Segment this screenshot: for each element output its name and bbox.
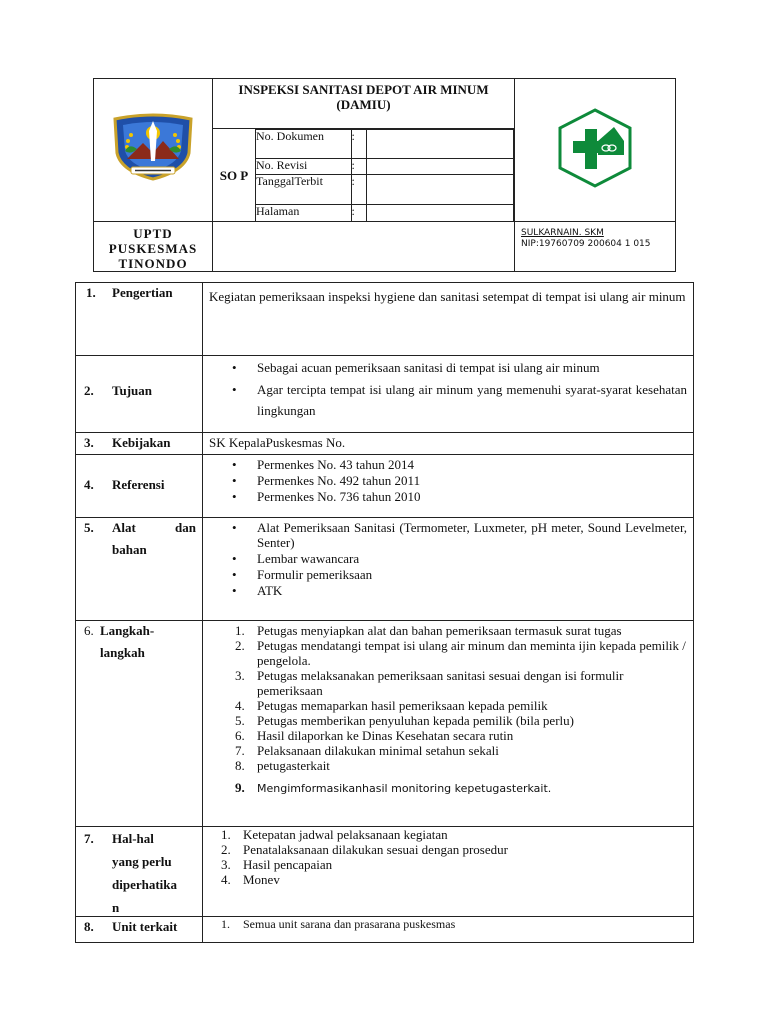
item-number: 4.: [221, 872, 231, 887]
section-row-kebijakan: [76, 433, 694, 455]
list-item: [235, 668, 687, 698]
signer-name: SULKARNAIN. SKM: [521, 228, 604, 238]
section-label-dan: dan: [175, 520, 196, 535]
alat-list: [203, 518, 694, 621]
list-item: • Alat Pemeriksaan Sanitasi (Termometer, Luxmeter, pH meter, Sound Levelmeter, Senter): [257, 520, 687, 550]
item-text: Petugas mendatangi tempat isi ulang air minum dan meminta ijin kepada pemilik / pengelola.: [257, 638, 686, 668]
item-number: 1.: [235, 623, 245, 638]
section-number: 1.: [86, 285, 96, 300]
section-label-c: diperhatika: [112, 877, 178, 892]
meta-colon: :: [351, 175, 366, 205]
kebijakan-text: SK KepalaPuskesmas No.: [203, 433, 694, 455]
section-number: 7.: [84, 831, 94, 846]
section-label-a: Hal-hal: [112, 831, 154, 846]
item-text: Ketepatan jadwal pelaksanaan kegiatan: [243, 827, 448, 842]
section-label-langkah-a: Langkah-: [100, 623, 155, 638]
item-number: 8.: [235, 758, 245, 773]
item-number: 3.: [221, 857, 231, 872]
section-row-langkah: [76, 621, 694, 827]
list-item: [221, 917, 687, 932]
section-label: Tujuan: [112, 383, 152, 398]
sop-header-table: [93, 78, 676, 272]
list-item: [235, 638, 687, 668]
list-item: [235, 698, 687, 713]
item-number: 9.: [235, 780, 245, 795]
item-text: Monev: [243, 872, 280, 887]
list-item: • ATK: [257, 583, 687, 598]
list-item: • Permenkes No. 43 tahun 2014: [257, 457, 687, 472]
item-text: Petugas menyiapkan alat dan bahan pemeriksaan termasuk surat tugas: [257, 623, 622, 638]
list-item: • Permenkes No. 492 tahun 2011: [257, 473, 687, 488]
section-number: 6.: [84, 623, 94, 638]
list-item: [235, 758, 687, 773]
list-item: • Agar tercipta tempat isi ulang air minum yang memenuhi syarat-syarat kesehatan lingkungan: [257, 379, 687, 421]
sop-body-table: [75, 282, 694, 943]
section-label: Pengertian: [112, 285, 173, 300]
item-number: 4.: [235, 698, 245, 713]
item-number: 2.: [221, 842, 231, 857]
section-label-alat: Alat: [112, 520, 136, 535]
meta-value-no-revisi: [366, 159, 514, 175]
regency-emblem-icon: [107, 113, 199, 183]
referensi-list: [203, 455, 694, 518]
section-number: 2.: [84, 383, 94, 398]
meta-value-halaman: [366, 205, 514, 221]
item-text: Pelaksanaan dilakukan minimal setahun sekali: [257, 743, 499, 758]
section-number: 5.: [84, 520, 94, 535]
tujuan-list: [203, 356, 694, 433]
item-number: 2.: [235, 638, 245, 653]
section-row-pengertian: [76, 283, 694, 356]
regency-logo-cell: [94, 79, 213, 222]
item-text: Penatalaksanaan dilakukan sesuai dengan prosedur: [243, 842, 508, 857]
meta-value-no-dokumen: [366, 130, 514, 159]
sop-label: SO P: [213, 129, 256, 222]
section-label: Referensi: [112, 477, 165, 492]
section-label-d: n: [112, 900, 120, 915]
section-number: 4.: [84, 477, 94, 492]
section-label: Kebijakan: [112, 435, 171, 450]
pengertian-text: Kegiatan pemeriksaan inspeksi hygiene dan sanitasi setempat di tempat isi ulang air minum: [203, 283, 694, 356]
item-text: Petugas memaparkan hasil pemeriksaan kepada pemilik: [257, 698, 548, 713]
list-item: [221, 857, 687, 872]
langkah-list: [203, 621, 694, 827]
meta-colon: :: [351, 130, 366, 159]
section-label-bahan: bahan: [112, 542, 147, 557]
section-row-tujuan: [76, 356, 694, 433]
unit-list: [203, 917, 694, 943]
signer-nip: NIP:19760709 200604 1 015: [521, 239, 651, 249]
meta-label-tanggal-terbit: TanggalTerbit: [256, 175, 351, 205]
item-number: 3.: [235, 668, 245, 683]
list-item: [221, 842, 687, 857]
list-item: [221, 827, 687, 842]
item-text: Hasil dilaporkan ke Dinas Kesehatan secara rutin: [257, 728, 514, 743]
section-row-referensi: [76, 455, 694, 518]
list-item: [235, 780, 687, 796]
item-number: 7.: [235, 743, 245, 758]
list-item: • Permenkes No. 736 tahun 2010: [257, 489, 687, 504]
puskesmas-logo-cell: [515, 79, 676, 222]
document-meta: [256, 129, 515, 222]
unit-name: UPTD PUSKESMAS TINONDO: [94, 222, 213, 272]
section-row-alat-bahan: [76, 518, 694, 621]
meta-value-tanggal-terbit: [366, 175, 514, 205]
section-number: 3.: [84, 435, 94, 450]
section-row-hal-hal: [76, 827, 694, 917]
meta-colon: :: [351, 159, 366, 175]
item-text: Hasil pencapaian: [243, 857, 333, 872]
item-text: Petugas melaksanakan pemeriksaan sanitasi sesuai dengan isi formulir pemeriksaan: [257, 668, 624, 698]
list-item: [235, 713, 687, 728]
signature-block: [515, 222, 676, 272]
meta-label-halaman: Halaman: [256, 205, 351, 221]
list-item: • Formulir pemeriksaan: [257, 567, 687, 582]
list-item: [235, 743, 687, 758]
list-item: • Lembar wawancara: [257, 551, 687, 566]
meta-label-no-revisi: No. Revisi: [256, 159, 351, 175]
document-title: INSPEKSI SANITASI DEPOT AIR MINUM (DAMIU): [213, 79, 515, 129]
section-label-b: yang perlu: [112, 854, 172, 869]
puskesmas-logo-icon: [554, 107, 636, 189]
item-text: Mengimformasikanhasil monitoring kepetugasterkait.: [257, 782, 552, 795]
item-text: Semua unit sarana dan prasarana puskesmas: [243, 917, 456, 931]
list-item: [221, 872, 687, 887]
item-number: 6.: [235, 728, 245, 743]
empty-cell: [213, 222, 515, 272]
list-item: [235, 623, 687, 638]
meta-label-no-dokumen: No. Dokumen: [256, 130, 351, 159]
hal-list: [203, 827, 694, 917]
list-item: [235, 728, 687, 743]
item-number: 5.: [235, 713, 245, 728]
section-label-langkah-b: langkah: [100, 645, 145, 660]
list-item: • Sebagai acuan pemeriksaan sanitasi di tempat isi ulang air minum: [257, 358, 687, 378]
section-number: 8.: [84, 919, 94, 934]
item-text: petugasterkait: [257, 758, 330, 773]
item-text: Petugas memberikan penyuluhan kepada pemilik (bila perlu): [257, 713, 574, 728]
item-number: 1.: [221, 917, 230, 931]
meta-colon: :: [351, 205, 366, 221]
section-row-unit-terkait: [76, 917, 694, 943]
section-label: Unit terkait: [112, 919, 178, 934]
item-number: 1.: [221, 827, 231, 842]
